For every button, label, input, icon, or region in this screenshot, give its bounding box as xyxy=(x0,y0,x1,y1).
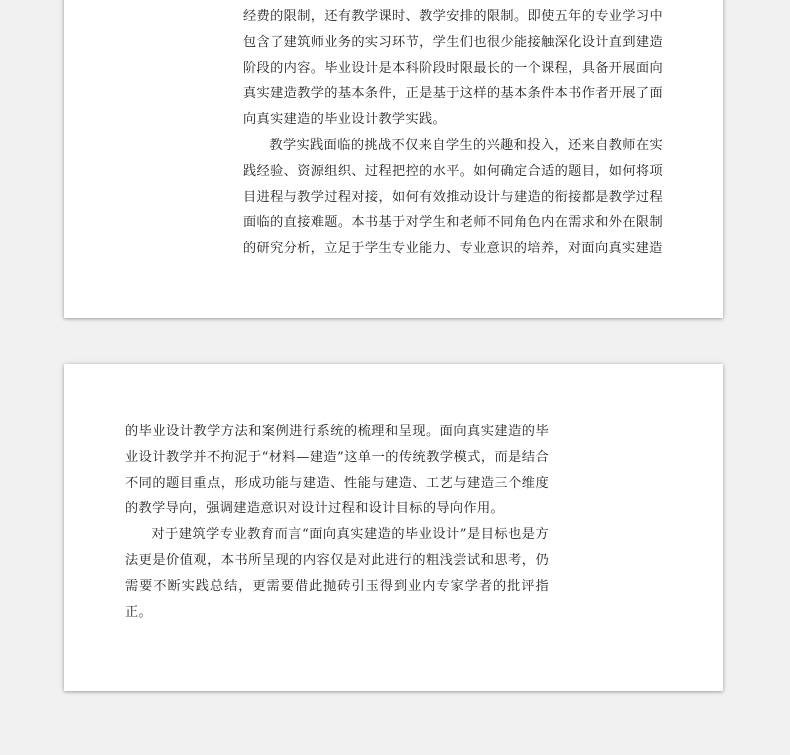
document-page-2 xyxy=(64,364,723,691)
document-page-1 xyxy=(64,0,723,318)
page-2-body-text xyxy=(125,419,549,625)
paragraph: 的毕业设计教学方法和案例进行系统的梳理和呈现。面向真实建造的毕业设计教学并不拘泥于“材料—建造”这单一的传统教学模式，而是结合不同的题目重点，形成功能与建造、性能与建造、工艺与建造三个维度的教学导向，强调建造意识对设计过程和设计目标的导向作用。 xyxy=(125,424,549,517)
paragraph: 对于建筑学专业教育而言“面向真实建造的毕业设计”是目标也是方法更是价值观，本书所呈现的内容仅是对此进行的粗浅尝试和思考，仍需要不断实践总结，更需要借此抛砖引玉得到业内专家学者的批评指正。 xyxy=(125,527,549,620)
paragraph: 教学实践面临的挑战不仅来自学生的兴趣和投入，还来自教师在实践经验、资源组织、过程把控的水平。如何确定合适的题目，如何将项目进程与教学过程对接，如何有效推动设计与建造的衔接都是教学过程面临的直接难题。本书基于对学生和老师不同角色内在需求和外在限制的研究分析，立足于学生专业能力、专业意识的培养，对面向真实建造 xyxy=(243,137,663,257)
page-1-body-text xyxy=(243,4,663,262)
paragraph: 经费的限制，还有教学课时、教学安排的限制。即使五年的专业学习中包含了建筑师业务的实习环节，学生们也很少能接触深化设计直到建造阶段的内容。毕业设计是本科阶段时限最长的一个课程，具备开展面向真实建造教学的基本条件，正是基于这样的基本条件本书作者开展了面向真实建造的毕业设计教学实践。 xyxy=(243,9,663,128)
